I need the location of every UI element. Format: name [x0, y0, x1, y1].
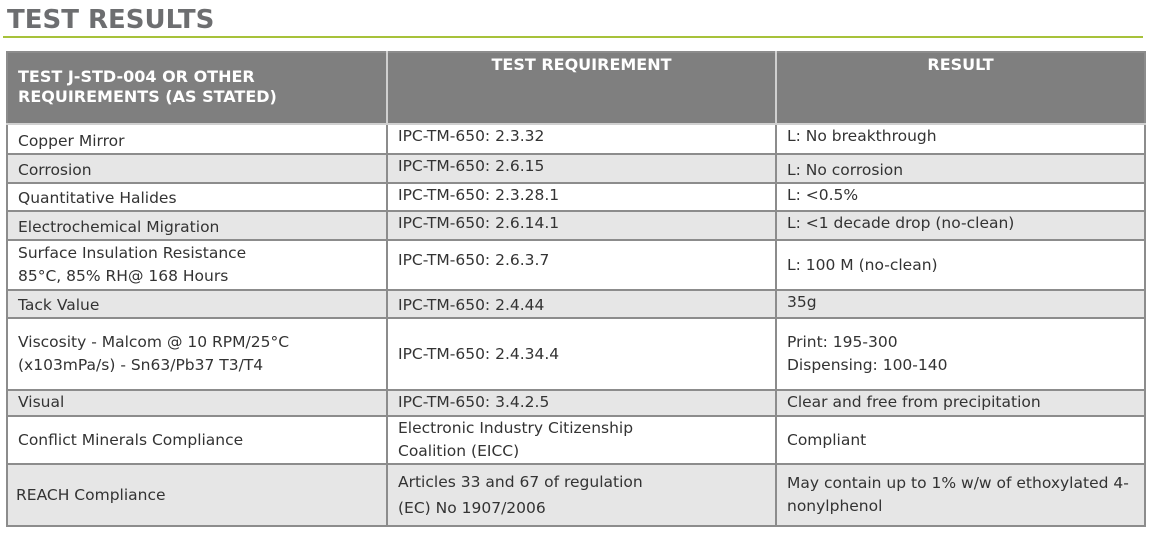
test-cell	[7, 390, 387, 416]
result-text: 35g	[787, 293, 817, 311]
test-condition: 85°C, 85% RH@ 168 Hours	[18, 267, 229, 285]
result-text-line2: nonylphenol	[787, 497, 883, 515]
test-results-table	[6, 51, 1146, 527]
page-title: TEST RESULTS	[7, 5, 215, 35]
test-name: Corrosion	[18, 161, 92, 179]
requirement-text: IPC-TM-650: 2.3.28.1	[398, 186, 560, 204]
result-dispensing: Dispensing: 100-140	[787, 356, 948, 374]
result-cell	[776, 124, 1145, 154]
requirement-text: IPC-TM-650: 2.4.44	[398, 296, 545, 314]
requirement-text: Electronic Industry Citizenship	[398, 419, 634, 437]
requirement-text-line2: (EC) No 1907/2006	[398, 499, 546, 517]
test-name: Surface Insulation Resistance	[18, 244, 247, 262]
result-cell	[776, 154, 1145, 183]
result-text: Clear and free from precipitation	[787, 393, 1041, 411]
result-text: L: <0.5%	[787, 186, 859, 204]
requirement-text: Articles 33 and 67 of regulation	[398, 473, 643, 491]
test-cell	[7, 240, 387, 290]
table-row	[7, 318, 1145, 390]
result-cell	[776, 290, 1145, 318]
table-row	[7, 290, 1145, 318]
test-cell	[7, 183, 387, 211]
test-name: Quantitative Halides	[18, 189, 177, 207]
result-print: Print: 195-300	[787, 333, 898, 351]
result-text: Compliant	[787, 430, 867, 449]
test-name: Copper Mirror	[18, 132, 125, 150]
test-name: Electrochemical Migration	[18, 218, 220, 236]
table-row	[7, 124, 1145, 154]
requirement-cell	[387, 290, 776, 318]
test-cell	[7, 464, 387, 526]
table-row	[7, 183, 1145, 211]
result-text: L: <1 decade drop (no-clean)	[787, 214, 1015, 232]
test-cell	[7, 211, 387, 240]
test-cell	[7, 154, 387, 183]
result-text: May contain up to 1% w/w of ethoxylated 4-	[787, 474, 1129, 492]
requirement-cell	[387, 318, 776, 390]
result-cell	[776, 240, 1145, 290]
result-cell	[776, 211, 1145, 240]
result-cell	[776, 464, 1145, 526]
test-name: Viscosity - Malcom @ 10 RPM/25°C	[18, 333, 290, 351]
requirement-text: IPC-TM-650: 2.6.15	[398, 157, 545, 175]
result-text: L: No breakthrough	[787, 127, 937, 145]
column-header-requirement: TEST REQUIREMENT	[387, 52, 776, 124]
requirement-cell	[387, 124, 776, 154]
test-name: Tack Value	[18, 296, 100, 314]
table-row	[7, 154, 1145, 183]
result-cell	[776, 416, 1145, 464]
result-text: L: No corrosion	[787, 161, 904, 179]
requirement-text: IPC-TM-650: 2.3.32	[398, 127, 545, 145]
result-cell	[776, 390, 1145, 416]
test-name: Visual	[18, 393, 65, 411]
requirement-text: IPC-TM-650: 3.4.2.5	[398, 393, 550, 411]
requirement-text: IPC-TM-650: 2.6.14.1	[398, 214, 560, 232]
test-name: REACH Compliance	[16, 485, 166, 504]
test-cell	[7, 124, 387, 154]
test-condition: (x103mPa/s) - Sn63/Pb37 T3/T4	[18, 356, 264, 374]
result-text: L: 100 M (no-clean)	[787, 255, 938, 274]
title-divider	[3, 36, 1143, 38]
table-row	[7, 464, 1145, 526]
table-header-row	[7, 52, 1145, 124]
requirement-text: IPC-TM-650: 2.6.3.7	[398, 251, 550, 269]
table-row	[7, 416, 1145, 464]
test-cell	[7, 416, 387, 464]
requirement-cell	[387, 240, 776, 290]
result-cell	[776, 183, 1145, 211]
result-cell	[776, 318, 1145, 390]
test-cell	[7, 290, 387, 318]
requirement-cell	[387, 211, 776, 240]
requirement-text-line2: Coalition (EICC)	[398, 442, 520, 460]
test-name: Conflict Minerals Compliance	[18, 430, 244, 449]
requirement-cell	[387, 183, 776, 211]
requirement-cell	[387, 154, 776, 183]
requirement-cell	[387, 464, 776, 526]
table-row	[7, 390, 1145, 416]
requirement-cell	[387, 416, 776, 464]
requirement-text: IPC-TM-650: 2.4.34.4	[398, 344, 560, 363]
column-header-result: RESULT	[776, 52, 1145, 124]
column-header-test: TEST J-STD-004 OR OTHER REQUIREMENTS (AS STATED)	[7, 52, 387, 124]
test-cell	[7, 318, 387, 390]
requirement-cell	[387, 390, 776, 416]
table-row	[7, 240, 1145, 290]
table-row	[7, 211, 1145, 240]
